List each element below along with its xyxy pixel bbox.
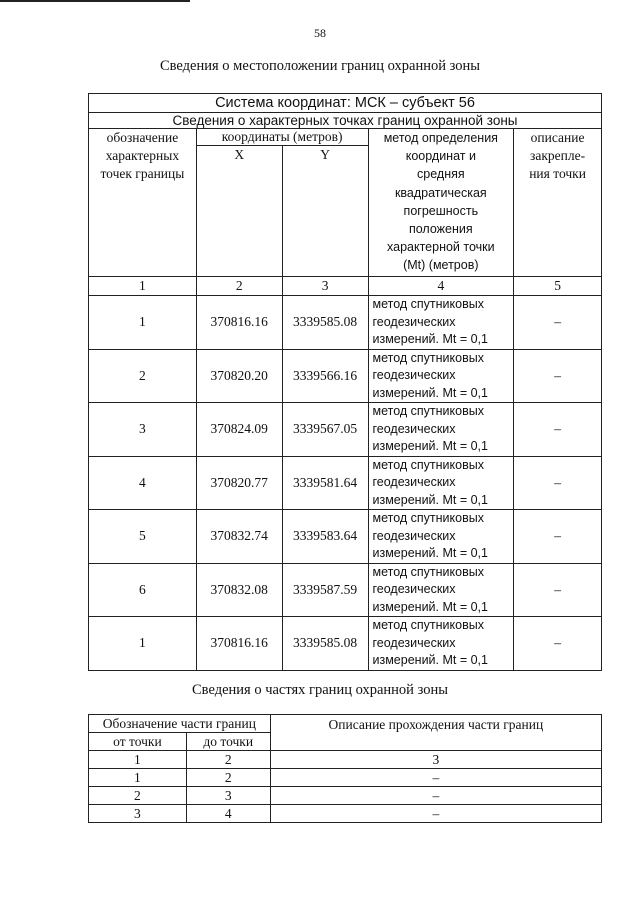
point-description: – [514, 510, 602, 564]
table-row [89, 769, 602, 787]
table-row [89, 403, 602, 457]
table-subtitle: Сведения о характерных точках границ охранной зоны [89, 113, 602, 129]
section-title-location: Сведения о местоположении границ охранной зоны [159, 58, 480, 74]
coord-x: 370832.74 [196, 510, 282, 564]
coord-x: 370820.20 [196, 349, 282, 403]
method-cell: метод спутниковых геодезических измерений. Mt = 0,1 [368, 296, 514, 350]
col-header-part-description: Описание прохождения части границ [270, 715, 601, 751]
table-row [89, 805, 602, 823]
col-header-from: от точки [89, 733, 187, 751]
point-description: – [514, 456, 602, 510]
table-row [89, 617, 602, 671]
from-point: 2 [89, 787, 187, 805]
part-description: – [270, 769, 601, 787]
to-point: 3 [186, 787, 270, 805]
coord-y: 3339581.64 [282, 456, 368, 510]
coord-x: 370820.77 [196, 456, 282, 510]
coord-y: 3339583.64 [282, 510, 368, 564]
coord-y: 3339567.05 [282, 403, 368, 457]
page-number: 58 [314, 26, 326, 40]
top-rule [0, 0, 190, 2]
to-point: 4 [186, 805, 270, 823]
section-title-parts: Сведения о частях границ охранной зоны [192, 682, 448, 698]
boundary-points-table [88, 93, 602, 671]
from-point: 1 [89, 769, 187, 787]
coord-y: 3339585.08 [282, 617, 368, 671]
table-row [89, 349, 602, 403]
point-id: 5 [89, 510, 197, 564]
coord-x: 370816.16 [196, 296, 282, 350]
point-description: – [514, 403, 602, 457]
col-header-method: метод определения координат и средняя квадратическая погрешность положения характерной точки (Mt) (метров) [368, 129, 514, 277]
table-row [89, 787, 602, 805]
col-header-description: описание закрепле- ния точки [514, 129, 602, 277]
point-description: – [514, 296, 602, 350]
col-header-designation: обозначение характерных точек границы [89, 129, 197, 277]
coord-y: 3339566.16 [282, 349, 368, 403]
col-header-to: до точки [186, 733, 270, 751]
point-id: 3 [89, 403, 197, 457]
point-id: 4 [89, 456, 197, 510]
coord-x: 370832.08 [196, 563, 282, 617]
point-id: 2 [89, 349, 197, 403]
part-description: – [270, 805, 601, 823]
part-description: – [270, 787, 601, 805]
method-cell: метод спутниковых геодезических измерений. Mt = 0,1 [368, 510, 514, 564]
point-description: – [514, 617, 602, 671]
point-id: 1 [89, 296, 197, 350]
coord-x: 370816.16 [196, 617, 282, 671]
column-numbers-row: 1 2 3 4 5 [89, 277, 602, 296]
coord-x: 370824.09 [196, 403, 282, 457]
method-cell: метод спутниковых геодезических измерений. Mt = 0,1 [368, 456, 514, 510]
table-row [89, 510, 602, 564]
col-header-x: X [196, 146, 282, 277]
point-description: – [514, 349, 602, 403]
method-cell: метод спутниковых геодезических измерений. Mt = 0,1 [368, 403, 514, 457]
from-point: 3 [89, 805, 187, 823]
col-header-coords: координаты (метров) [196, 129, 368, 146]
table-row [89, 296, 602, 350]
col-header-part: Обозначение части границ [89, 715, 271, 733]
table-row [89, 456, 602, 510]
to-point: 2 [186, 769, 270, 787]
method-cell: метод спутниковых геодезических измерений. Mt = 0,1 [368, 349, 514, 403]
col-header-y: Y [282, 146, 368, 277]
method-cell: метод спутниковых геодезических измерений. Mt = 0,1 [368, 617, 514, 671]
point-id: 6 [89, 563, 197, 617]
coord-y: 3339585.08 [282, 296, 368, 350]
point-id: 1 [89, 617, 197, 671]
coord-system-title: Система координат: МСК – субъект 56 [89, 94, 602, 113]
table-row [89, 563, 602, 617]
boundary-parts-table [88, 714, 602, 823]
coord-y: 3339587.59 [282, 563, 368, 617]
column-numbers-row: 1 2 3 [89, 751, 602, 769]
method-cell: метод спутниковых геодезических измерений. Mt = 0,1 [368, 563, 514, 617]
point-description: – [514, 563, 602, 617]
